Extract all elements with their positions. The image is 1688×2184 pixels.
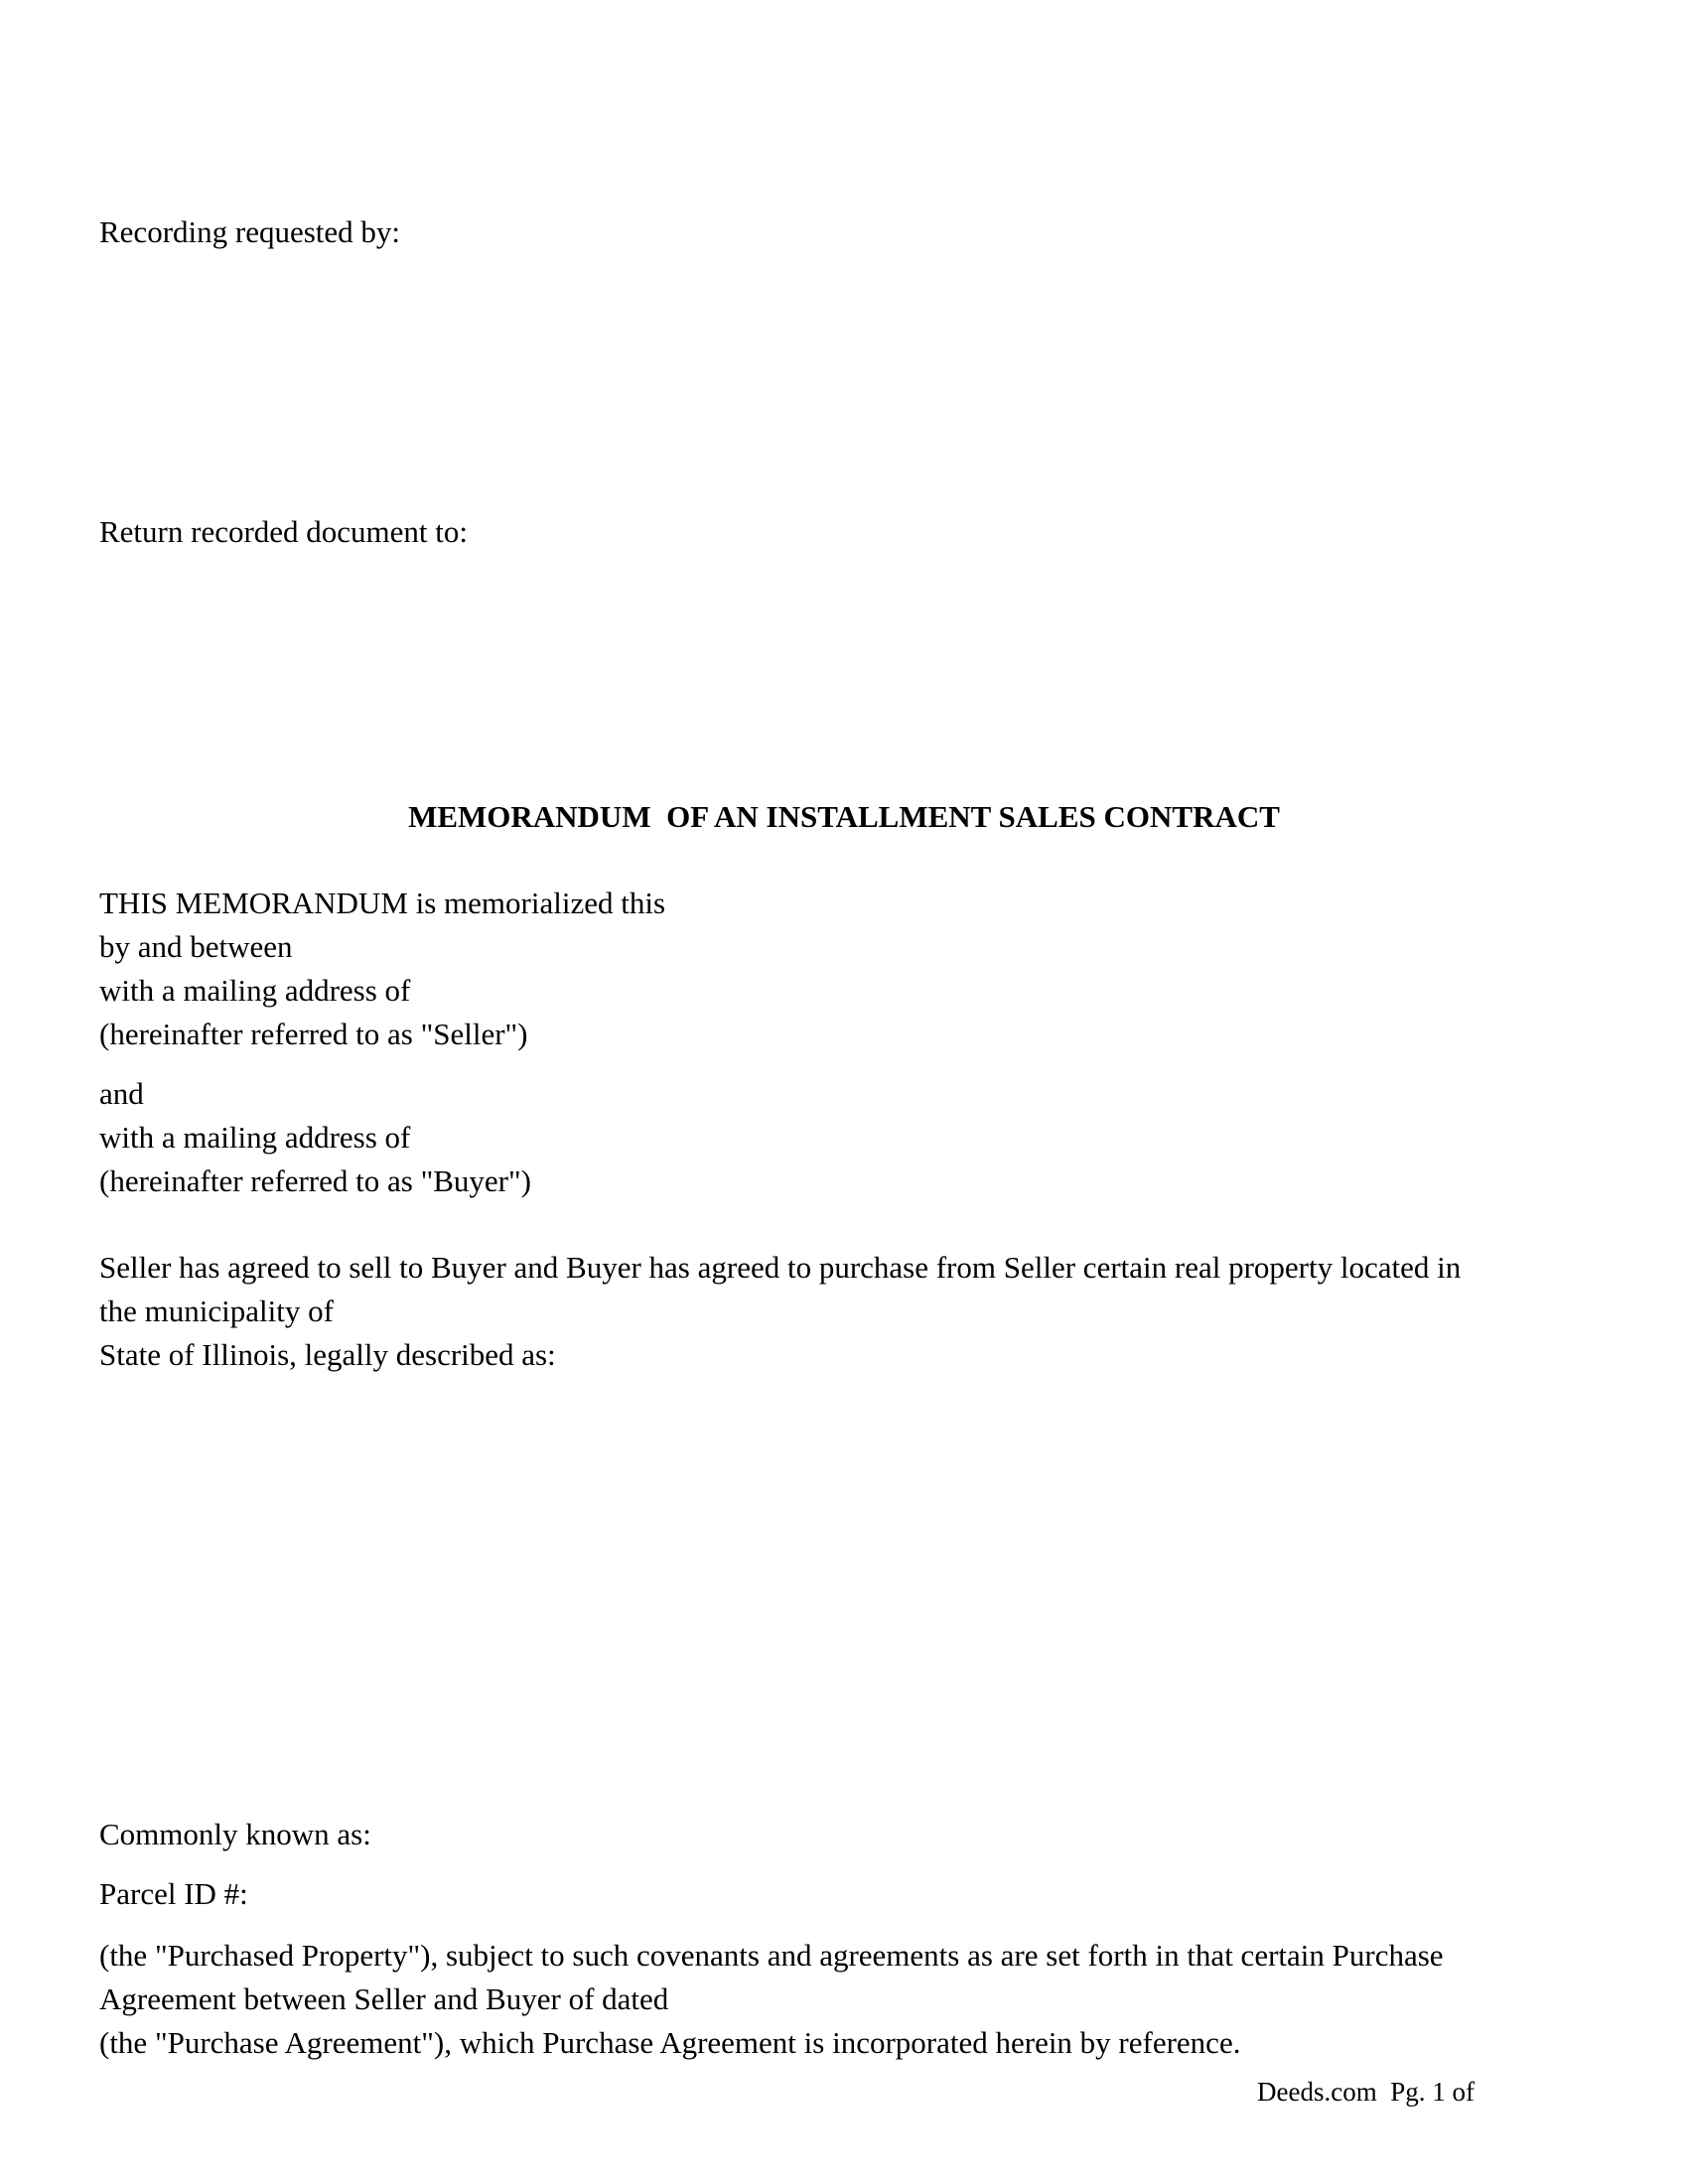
seller-mailing-address-line: with a mailing address of	[99, 973, 411, 1008]
and-line: and	[99, 1076, 144, 1111]
parcel-id-label: Parcel ID #:	[99, 1876, 248, 1911]
agreement-line-2: the municipality of	[99, 1294, 334, 1328]
purchase-line-1: (the "Purchased Property"), subject to such covenants and agreements as are set forth in that certain Purchase	[99, 1938, 1444, 1973]
return-recorded-label: Return recorded document to:	[99, 514, 469, 549]
buyer-reference-line: (hereinafter referred to as "Buyer")	[99, 1163, 531, 1198]
by-and-between-line: by and between	[99, 929, 293, 964]
buyer-mailing-address-line: with a mailing address of	[99, 1120, 411, 1155]
agreement-line-1: Seller has agreed to sell to Buyer and Buyer has agreed to purchase from Seller certain real property located in	[99, 1250, 1462, 1285]
document-title: MEMORANDUM OF AN INSTALLMENT SALES CONTRACT	[408, 799, 1280, 834]
purchase-line-3: (the "Purchase Agreement"), which Purchase Agreement is incorporated herein by reference.	[99, 2025, 1241, 2060]
agreement-line-3: State of Illinois, legally described as:	[99, 1337, 556, 1372]
commonly-known-label: Commonly known as:	[99, 1817, 371, 1851]
recording-requested-label: Recording requested by:	[99, 214, 401, 249]
page-footer: Deeds.com Pg. 1 of	[1257, 2077, 1475, 2107]
seller-reference-line: (hereinafter referred to as "Seller")	[99, 1017, 528, 1051]
purchase-line-2: Agreement between Seller and Buyer of dated	[99, 1981, 669, 2016]
memorandum-date-line: THIS MEMORANDUM is memorialized this	[99, 886, 666, 920]
